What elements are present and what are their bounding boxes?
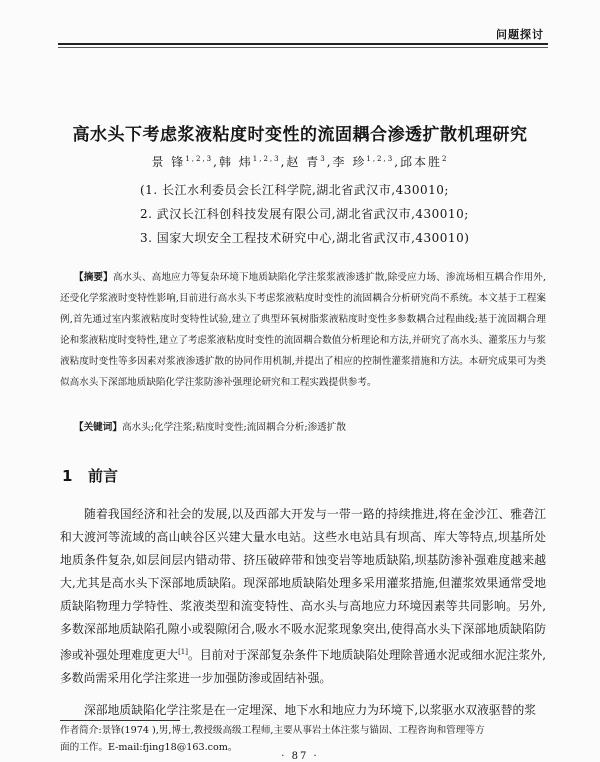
author: 邱本胜$^2$	[400, 155, 449, 169]
citation[interactable]: [1]	[178, 648, 188, 656]
page-number: · 87 ·	[281, 751, 319, 762]
author: 韩 炜$^{1,2,3}$	[218, 155, 281, 169]
author-list: 景 锋$^{1,2,3}$,韩 炜$^{1,2,3}$,赵 青$^3$,李 珍$^{1,2,3}$,邱本胜$^2$	[151, 155, 449, 169]
footnote-rule	[60, 720, 180, 721]
affiliation: (1. 长江水利委员会长江科学院,湖北省武汉市,430010;	[140, 183, 449, 197]
header-rule-thick	[58, 43, 548, 45]
keywords	[74, 419, 546, 433]
author: 李 珍$^{1,2,3}$	[332, 155, 395, 169]
body-paragraph: 随着我国经济和社会的发展,以及西部大开发与一带一路的持续推进,将在金沙江、雅砻江和大渡河等流域的高山峡谷区兴建大量水电站。这些水电站具有坝高、库大等特点,坝基所处地质条件复杂,如层间层内错动带、挤压破碎带和蚀变岩等地质缺陷,坝基防渗补强难度越来越大,尤其是高水头下深部地质缺陷。现深部地质缺陷处理多采用灌浆措施,但灌浆效果通常受地质缺陷物理力学特性、浆液类型和流变特性、高水头与高地应力环境因素等共同影响。另外,多数深部地质缺陷孔隙小或裂隙闭合,吸水不吸水泥浆现象突出,使得高水头下深部地质缺陷防渗或补强处理难度更大[1]。目前对于深部复杂条件下地质缺陷处理除普通水泥或细水泥注浆外,多数尚需采用化学注浆进一步加强防渗或固结补强。	[60, 507, 546, 685]
author: 景 锋$^{1,2,3}$	[151, 155, 214, 169]
section-title-text: 前言	[88, 467, 119, 485]
abstract-text: 高水头、高地应力等复杂环境下地质缺陷化学注浆浆液渗透扩散,除受应力场、渗流场相互耦合作用外,还受化学浆液时变特性影响,目前进行高水头下考虑浆液粘度时变性的流固耦合分析研究尚不系统。本文基于工程案例,首先通过室内浆液粘度时变特性试验,建立了典型环氧树脂浆液粘度时变性多参数耦合过程曲线;基于流固耦合理论和浆液粘度时变特性,建立了考虑浆液粘度时变性的流固耦合数值分析理论和方法,并研究了高水头、灌浆压力与浆液粘度时变性等多因素对浆液渗透扩散的协同作用机制,并提出了相应的控制性灌浆措施和方法。本研究成果可为类似高水头下深部地质缺陷化学注浆防渗补强理论研究和工程实践提供参考。	[60, 272, 547, 388]
keywords-text: 高水头;化学注浆;粘度时变性;流固耦合分析;渗透扩散	[121, 422, 346, 433]
column-tag: 问题探讨	[496, 28, 544, 41]
abstract	[60, 267, 546, 393]
author-footnote: 作者简介:景锋(1974 ),男,博士,教授级高级工程师,主要从事岩土体注浆与锚固、工程咨询和管理等方 面的工作。E-mail:fjing18@163.com。	[60, 725, 485, 753]
section-heading	[62, 465, 118, 486]
header-rule-thin	[58, 47, 548, 48]
section-number: 1	[62, 467, 73, 485]
keywords-label: 【关键词】	[74, 422, 122, 433]
author: 赵 青$^3$	[286, 155, 327, 169]
affiliation: 2. 武汉长江科创科技发展有限公司,湖北省武汉市,430010;	[140, 207, 469, 221]
body-paragraph: 深部地质缺陷化学注浆是在一定埋深、地下水和地应力为环境下,以浆驱水双液驱替的浆	[84, 703, 537, 717]
abstract-label: 【摘要】	[74, 272, 113, 283]
paper-title: 高水头下考虑浆液粘度时变性的流固耦合渗透扩散机理研究	[72, 125, 528, 145]
affiliation: 3. 国家大坝安全工程技术研究中心,湖北省武汉市,430010)	[140, 231, 470, 245]
